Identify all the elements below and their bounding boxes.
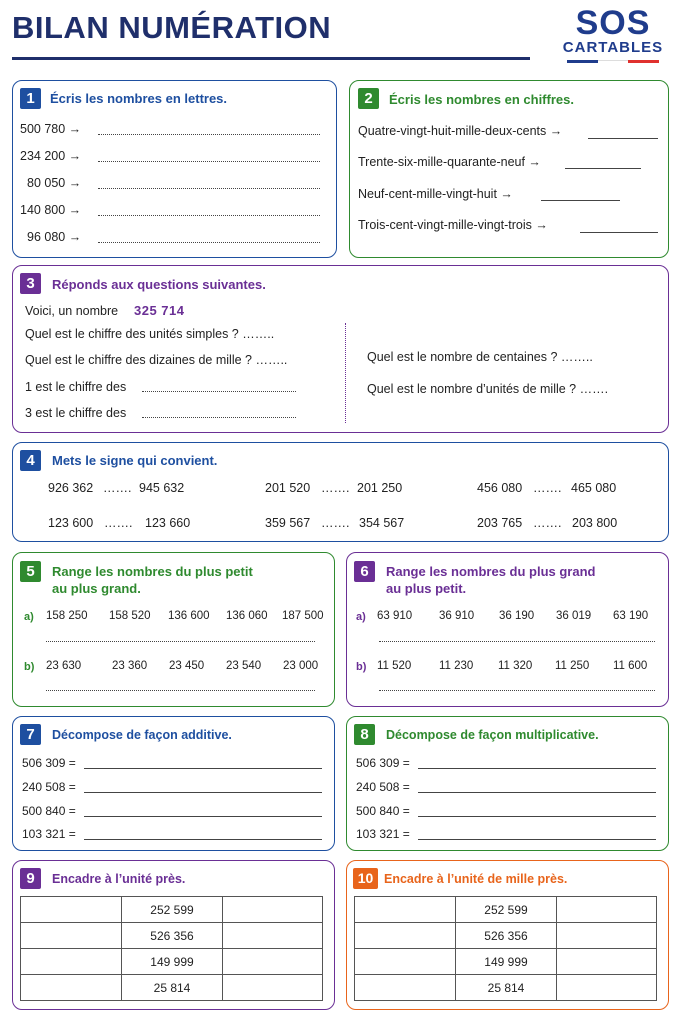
ex10-value-4: 25 814 xyxy=(456,975,557,1001)
ex6-a-label: a) xyxy=(356,611,366,623)
exercise-6-title-line-2: au plus petit. xyxy=(386,581,467,596)
table-row xyxy=(21,975,323,1001)
table-row xyxy=(355,923,657,949)
exercise-3-number: 3 xyxy=(20,273,41,294)
table-row xyxy=(21,923,323,949)
exercise-2-number: 2 xyxy=(358,88,379,109)
exercise-6-number: 6 xyxy=(354,561,375,582)
exercise-4-number: 4 xyxy=(20,450,41,471)
ex3-question-2: Quel est le chiffre des dizaines de mille ? …….. xyxy=(25,353,288,367)
ex1-item-2: 234 200 → xyxy=(20,149,82,163)
ex10-value-2: 526 356 xyxy=(456,923,557,949)
ex6-a-value-2: 36 910 xyxy=(439,610,475,622)
ex9-upper-4[interactable] xyxy=(223,975,323,1001)
ex5-b-value-4: 23 540 xyxy=(226,660,262,672)
ex9-upper-3[interactable] xyxy=(223,949,323,975)
ex9-value-2: 526 356 xyxy=(122,923,223,949)
ex10-value-1: 252 599 xyxy=(456,897,557,923)
ex2-item-2: Trente-six-mille-quarante-neuf → xyxy=(358,155,541,169)
ex4-pair-5-right: 354 567 xyxy=(359,516,405,530)
ex1-answer-line-3[interactable] xyxy=(98,188,320,189)
ex3-question-3: 1 est le chiffre des xyxy=(25,380,127,394)
ex3-number: 325 714 xyxy=(134,303,185,318)
ex9-table xyxy=(20,896,323,1001)
exercise-9-number: 9 xyxy=(20,868,41,889)
ex6-b-answer-line[interactable] xyxy=(379,690,655,691)
ex4-pair-2-gap[interactable]: ……. xyxy=(321,481,350,495)
ex9-value-1: 252 599 xyxy=(122,897,223,923)
ex4-pair-5-gap[interactable]: ……. xyxy=(321,516,350,530)
ex8-answer-line-2[interactable] xyxy=(418,792,656,793)
ex4-pair-3-gap[interactable]: ……. xyxy=(533,481,562,495)
ex3-question-4: 3 est le chiffre des xyxy=(25,406,127,420)
ex6-b-value-2: 11 230 xyxy=(439,660,474,672)
ex4-pair-6-right: 203 800 xyxy=(572,516,618,530)
ex1-answer-line-4[interactable] xyxy=(98,215,320,216)
ex2-answer-line-4[interactable] xyxy=(580,232,658,233)
ex10-lower-4[interactable] xyxy=(355,975,456,1001)
exercise-7-title: Décompose de façon additive. xyxy=(52,728,232,742)
ex3-answer-line-3[interactable] xyxy=(142,391,296,392)
ex8-item-1: 506 309 = xyxy=(356,756,410,770)
ex5-a-value-5: 187 500 xyxy=(282,610,324,622)
logo-flag-stripe xyxy=(567,60,659,63)
ex10-table xyxy=(354,896,657,1001)
ex9-lower-2[interactable] xyxy=(21,923,122,949)
ex8-item-2: 240 508 = xyxy=(356,780,410,794)
ex4-pair-6-left: 203 765 xyxy=(477,516,523,530)
ex7-item-1: 506 309 = xyxy=(22,756,76,770)
ex10-lower-1[interactable] xyxy=(355,897,456,923)
ex6-b-value-5: 11 600 xyxy=(613,660,648,672)
ex1-item-3: 80 050 → xyxy=(27,176,82,190)
ex2-answer-line-3[interactable] xyxy=(541,200,620,201)
ex10-lower-3[interactable] xyxy=(355,949,456,975)
ex6-b-value-1: 11 520 xyxy=(377,660,412,672)
ex4-pair-3-left: 456 080 xyxy=(477,481,523,495)
ex4-pair-4-left: 123 600 xyxy=(48,516,94,530)
ex9-upper-1[interactable] xyxy=(223,897,323,923)
exercise-9-title: Encadre à l’unité près. xyxy=(52,872,186,886)
ex4-pair-2-left: 201 520 xyxy=(265,481,311,495)
ex10-value-3: 149 999 xyxy=(456,949,557,975)
ex5-a-answer-line[interactable] xyxy=(46,641,315,642)
ex7-answer-line-2[interactable] xyxy=(84,792,322,793)
ex2-answer-line-2[interactable] xyxy=(565,168,641,169)
ex2-item-4: Trois-cent-vingt-mille-vingt-trois → xyxy=(358,218,548,232)
ex4-pair-2-right: 201 250 xyxy=(357,481,403,495)
table-row xyxy=(355,897,657,923)
ex6-a-value-5: 63 190 xyxy=(613,610,649,622)
exercise-8-number: 8 xyxy=(354,724,375,745)
ex4-pair-1-gap[interactable]: ……. xyxy=(103,481,132,495)
ex5-a-label: a) xyxy=(24,611,34,623)
ex8-answer-line-4[interactable] xyxy=(418,839,656,840)
ex1-item-4: 140 800 → xyxy=(20,203,82,217)
table-row xyxy=(355,975,657,1001)
exercise-5-title-line-2: au plus grand. xyxy=(52,581,141,596)
ex6-a-value-3: 36 190 xyxy=(499,610,535,622)
ex9-value-4: 25 814 xyxy=(122,975,223,1001)
ex6-a-value-1: 63 910 xyxy=(377,610,413,622)
ex3-separator xyxy=(345,323,346,423)
ex3-question-1: Quel est le chiffre des unités simples ? …….. xyxy=(25,327,275,341)
ex3-question-6: Quel est le nombre d’unités de mille ? ……. xyxy=(367,382,609,396)
ex3-intro: Voici, un nombre xyxy=(25,304,119,318)
ex7-item-2: 240 508 = xyxy=(22,780,76,794)
ex7-answer-line-4[interactable] xyxy=(84,839,322,840)
ex4-pair-6-gap[interactable]: ……. xyxy=(533,516,562,530)
ex10-lower-2[interactable] xyxy=(355,923,456,949)
ex5-b-label: b) xyxy=(24,661,35,673)
exercise-10-number: 10 xyxy=(353,868,378,889)
ex6-b-label: b) xyxy=(356,661,367,673)
ex7-answer-line-1[interactable] xyxy=(84,768,322,769)
ex3-answer-line-4[interactable] xyxy=(142,417,296,418)
exercise-5-title-line-1: Range les nombres du plus petit xyxy=(52,564,253,579)
ex5-b-value-1: 23 630 xyxy=(46,660,82,672)
exercise-5-number: 5 xyxy=(20,561,41,582)
ex5-b-value-3: 23 450 xyxy=(169,660,205,672)
ex6-a-answer-line[interactable] xyxy=(379,641,655,642)
logo-sos: SOS xyxy=(575,4,651,42)
ex8-answer-line-3[interactable] xyxy=(418,816,656,817)
ex5-b-value-5: 23 000 xyxy=(283,660,319,672)
ex9-lower-1[interactable] xyxy=(21,897,122,923)
ex4-pair-4-right: 123 660 xyxy=(145,516,191,530)
ex6-b-value-4: 11 250 xyxy=(555,660,590,672)
ex1-item-1: 500 780 → xyxy=(20,122,82,136)
ex8-item-3: 500 840 = xyxy=(356,804,410,818)
ex4-pair-1-left: 926 362 xyxy=(48,481,94,495)
ex1-answer-line-1[interactable] xyxy=(98,134,320,135)
page-title: BILAN NUMÉRATION xyxy=(12,10,332,45)
ex9-upper-2[interactable] xyxy=(223,923,323,949)
ex10-upper-1[interactable] xyxy=(557,897,657,923)
title-underline xyxy=(12,57,530,60)
ex4-pair-1-right: 945 632 xyxy=(139,481,185,495)
ex5-a-value-3: 136 600 xyxy=(168,610,210,622)
ex7-item-3: 500 840 = xyxy=(22,804,76,818)
exercise-7-number: 7 xyxy=(20,724,41,745)
ex1-answer-line-5[interactable] xyxy=(98,242,320,243)
ex5-b-value-2: 23 360 xyxy=(112,660,148,672)
exercise-10-title: Encadre à l’unité de mille près. xyxy=(384,872,568,886)
ex9-lower-3[interactable] xyxy=(21,949,122,975)
ex7-item-4: 103 321 = xyxy=(22,827,76,841)
ex10-upper-2[interactable] xyxy=(557,923,657,949)
ex5-a-value-4: 136 060 xyxy=(226,610,268,622)
ex10-upper-4[interactable] xyxy=(557,975,657,1001)
ex4-pair-3-right: 465 080 xyxy=(571,481,617,495)
ex9-value-3: 149 999 xyxy=(122,949,223,975)
ex2-answer-line-1[interactable] xyxy=(588,138,658,139)
ex8-item-4: 103 321 = xyxy=(356,827,410,841)
exercise-1-title: Écris les nombres en lettres. xyxy=(50,91,228,106)
exercise-8-title: Décompose de façon multiplicative. xyxy=(386,728,599,742)
ex8-answer-line-1[interactable] xyxy=(418,768,656,769)
ex2-item-3: Neuf-cent-mille-vingt-huit → xyxy=(358,187,513,201)
ex4-pair-4-gap[interactable]: ……. xyxy=(104,516,133,530)
logo-cartables: CARTABLES xyxy=(562,39,664,56)
exercise-2-title: Écris les nombres en chiffres. xyxy=(389,92,574,107)
ex5-b-answer-line[interactable] xyxy=(46,690,315,691)
ex2-item-1: Quatre-vingt-huit-mille-deux-cents → xyxy=(358,124,563,138)
sos-cartables-logo xyxy=(558,6,668,72)
exercise-1-number: 1 xyxy=(20,88,41,109)
ex3-question-5: Quel est le nombre de centaines ? …….. xyxy=(367,350,593,364)
ex5-a-value-1: 158 250 xyxy=(46,610,88,622)
ex6-b-value-3: 11 320 xyxy=(498,660,533,672)
ex10-upper-3[interactable] xyxy=(557,949,657,975)
ex5-a-value-2: 158 520 xyxy=(109,610,151,622)
table-row xyxy=(21,949,323,975)
exercise-4-title: Mets le signe qui convient. xyxy=(52,453,218,468)
ex1-answer-line-2[interactable] xyxy=(98,161,320,162)
ex1-item-5: 96 080 → xyxy=(27,230,82,244)
ex4-pair-5-left: 359 567 xyxy=(265,516,311,530)
table-row xyxy=(355,949,657,975)
exercise-6-title-line-1: Range les nombres du plus grand xyxy=(386,564,596,579)
ex9-lower-4[interactable] xyxy=(21,975,122,1001)
ex6-a-value-4: 36 019 xyxy=(556,610,592,622)
ex7-answer-line-3[interactable] xyxy=(84,816,322,817)
exercise-3-title: Réponds aux questions suivantes. xyxy=(52,277,266,292)
table-row xyxy=(21,897,323,923)
